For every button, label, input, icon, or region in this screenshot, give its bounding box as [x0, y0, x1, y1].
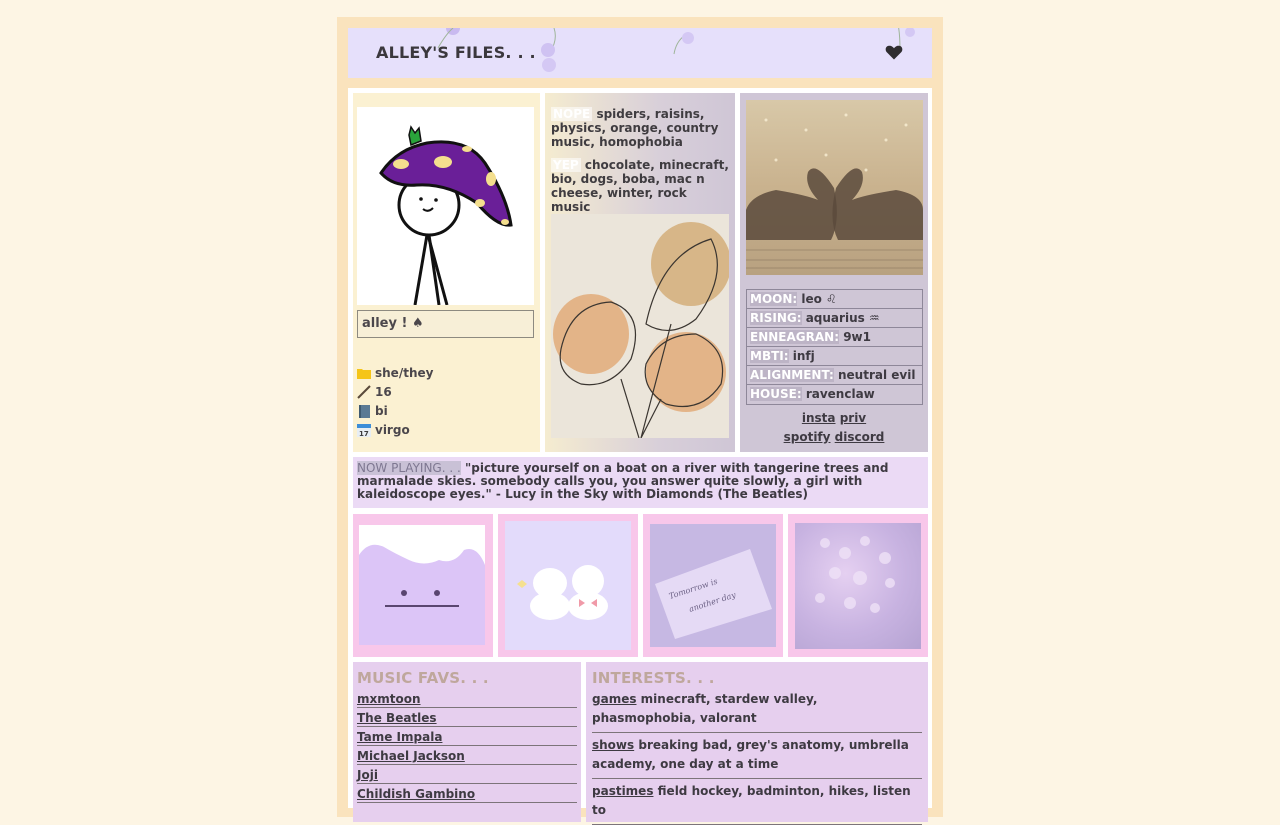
- monstera-image: [551, 214, 729, 438]
- insta-link[interactable]: insta: [801, 411, 836, 425]
- flower-decoration-icon: [536, 28, 566, 74]
- tomorrow-note-image: [650, 524, 776, 647]
- profile-frame: [337, 17, 943, 817]
- info-row-orientation: [357, 401, 433, 420]
- facts-card: [740, 93, 928, 452]
- interests-panel: [586, 662, 928, 822]
- svg-text:another day: another day: [687, 590, 737, 614]
- yep-paragraph: [545, 158, 735, 214]
- gallery-item: [353, 514, 493, 657]
- music-item: [357, 746, 577, 765]
- interest-link[interactable]: pastimes: [592, 784, 654, 798]
- artist-link[interactable]: Michael Jackson: [357, 749, 465, 763]
- music-item: [357, 765, 577, 784]
- bears-icon: [505, 521, 631, 650]
- gallery-item: [788, 514, 928, 657]
- fact-label: ALIGNMENT:: [750, 368, 834, 382]
- interest-row-shows: [592, 733, 922, 779]
- header-banner: [348, 28, 932, 78]
- fact-row-house: [747, 385, 922, 404]
- spotify-link[interactable]: spotify: [783, 430, 831, 444]
- music-item: [357, 784, 577, 803]
- now-playing-text: "picture yourself on a boat on a river with tangerine trees and marmalade skies. somebody calls you, you answer quite slowly, a girl with kaleidoscope eyes." - Lucy in the Sky with Diamonds (The Beatles): [357, 461, 889, 501]
- nope-label: NOPE: [553, 107, 591, 121]
- fact-label: RISING:: [750, 311, 802, 325]
- lilac-flowers-icon: [795, 523, 921, 649]
- ditto-face-icon: [359, 525, 485, 645]
- info-row-pronouns: [357, 363, 433, 382]
- info-list: [357, 363, 433, 439]
- artist-link[interactable]: Childish Gambino: [357, 787, 476, 801]
- info-row-sign: [357, 420, 433, 439]
- swans-heart-icon: [746, 100, 923, 275]
- fact-value: infj: [792, 349, 815, 363]
- interest-text: minecraft, stardew valley, phasmophobia, valorant: [592, 692, 818, 725]
- interest-link[interactable]: shows: [592, 738, 635, 752]
- artist-link[interactable]: Joji: [357, 768, 378, 782]
- yep-text: chocolate, minecraft, bio, dogs, boba, mac n cheese, winter, rock music: [551, 158, 729, 214]
- music-item: [357, 708, 577, 727]
- now-playing-label: NOW PLAYING. . .: [357, 461, 461, 475]
- fact-row-mbti: [747, 347, 922, 366]
- priv-link[interactable]: priv: [839, 411, 867, 425]
- info-text: 16: [375, 384, 392, 399]
- gallery-item: [498, 514, 638, 657]
- fact-row-rising: [747, 309, 922, 328]
- fact-value: neutral evil: [838, 368, 916, 382]
- flower-decoration-icon: [668, 28, 698, 58]
- likes-card: [545, 93, 735, 452]
- interest-row-games: [592, 687, 922, 733]
- now-playing-bar: [353, 457, 928, 508]
- artist-link[interactable]: Tame Impala: [357, 730, 443, 744]
- ditto-image: [359, 525, 485, 645]
- music-favs-title: MUSIC FAVS. . .: [357, 669, 489, 687]
- info-text: bi: [375, 403, 388, 418]
- fact-value: leo ♌: [801, 292, 837, 306]
- interest-row-pastimes: [592, 779, 922, 825]
- fact-value: ravenclaw: [805, 387, 875, 401]
- links-row-2: [740, 430, 928, 444]
- music-list: [357, 689, 577, 803]
- folder-icon: [357, 366, 371, 380]
- svg-text:17: 17: [359, 429, 369, 437]
- fact-row-alignment: [747, 366, 922, 385]
- interest-link[interactable]: games: [592, 692, 637, 706]
- note-card-icon: [650, 524, 776, 647]
- profile-card: [353, 93, 540, 452]
- monstera-leaves-icon: [551, 214, 729, 438]
- info-text: virgo: [375, 422, 410, 437]
- lilac-image: [795, 523, 921, 649]
- nope-paragraph: [545, 107, 735, 149]
- interests-title: INTERESTS. . .: [592, 669, 715, 687]
- artist-link[interactable]: The Beatles: [357, 711, 437, 725]
- discord-link[interactable]: discord: [834, 430, 885, 444]
- interest-text: breaking bad, grey's anatomy, umbrella academy, one day at a time: [592, 738, 909, 771]
- music-item: [357, 689, 577, 708]
- facts-table: [746, 289, 923, 405]
- info-text: she/they: [375, 365, 434, 380]
- mushroom-avatar-icon: [357, 107, 534, 305]
- fact-value: 9w1: [843, 330, 871, 344]
- bears-image: [505, 521, 631, 650]
- artist-link[interactable]: mxmtoon: [357, 692, 421, 706]
- yep-label: YEP: [553, 158, 579, 172]
- display-name: alley ! ♠: [357, 310, 534, 338]
- fact-label: HOUSE:: [750, 387, 802, 401]
- heart-icon[interactable]: [884, 42, 904, 62]
- fact-label: ENNEAGRAN:: [750, 330, 839, 344]
- notebook-icon: [357, 404, 371, 418]
- fact-label: MOON:: [750, 292, 798, 306]
- image-gallery: [353, 514, 928, 657]
- fact-row-enneagram: [747, 328, 922, 347]
- content-area: [348, 88, 932, 817]
- music-favs-panel: [353, 662, 581, 822]
- page-title: ALLEY'S FILES. . .: [376, 43, 536, 62]
- fact-value: aquarius ♒: [805, 311, 880, 325]
- music-item: [357, 727, 577, 746]
- gallery-item: [643, 514, 783, 657]
- svg-text:Tomorrow is: Tomorrow is: [667, 576, 719, 601]
- avatar: [357, 107, 534, 305]
- swans-image: [746, 100, 923, 275]
- info-row-age: [357, 382, 433, 401]
- fact-row-moon: [747, 290, 922, 309]
- calendar-icon: [357, 423, 371, 437]
- interest-text: field hockey, badminton, hikes, listen to: [592, 784, 911, 817]
- pencil-icon: [357, 385, 371, 399]
- nope-text: spiders, raisins, physics, orange, country music, homophobia: [551, 107, 719, 149]
- fact-label: MBTI:: [750, 349, 789, 363]
- links-row-1: [740, 411, 928, 425]
